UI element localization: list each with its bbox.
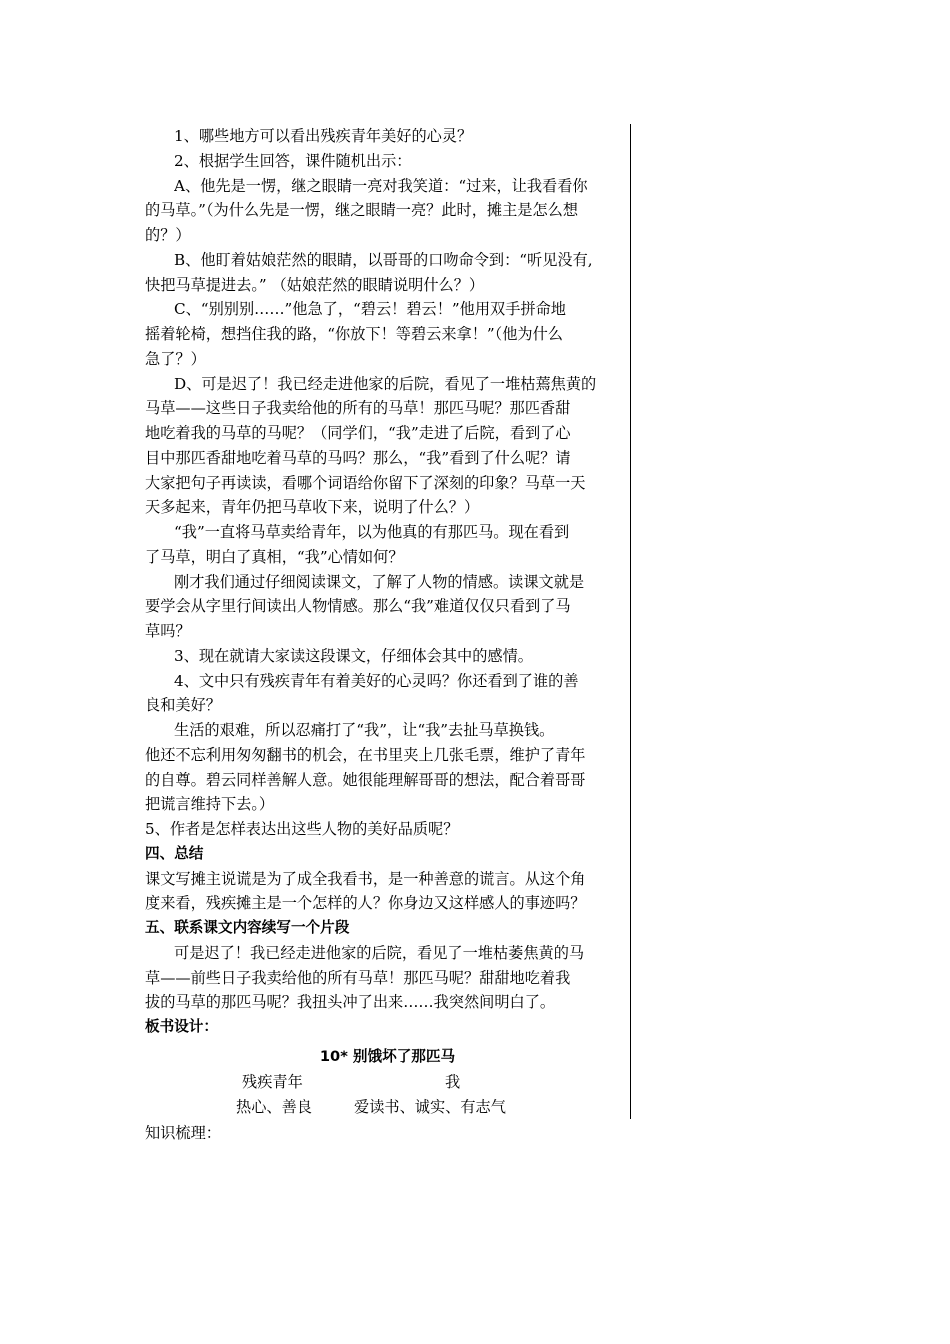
text-line: B、他盯着姑娘茫然的眼睛，以哥哥的口吻命令到：“听见没有,: [174, 251, 593, 269]
board-left-traits: 热心、善良: [236, 1098, 312, 1116]
text-line: 摇着轮椅，想挡住我的路，“你放下！等碧云来拿！”（他为什么: [145, 325, 563, 343]
board-right-traits: 爱读书、诚实、有志气: [354, 1098, 506, 1116]
table-border-right: [630, 124, 631, 1119]
text-line: 良和美好？: [145, 696, 221, 714]
question-1: 1、哪些地方可以看出残疾青年美好的心灵？: [174, 127, 473, 145]
question-4: 4、文中只有残疾青年有着美好的心灵吗？你还看到了谁的善: [174, 672, 579, 690]
question-3: 3、现在就请大家读这段课文，仔细体会其中的感情。: [174, 647, 533, 665]
text-line: 急了？）: [145, 350, 206, 368]
text-line: 要学会从字里行间读出人物情感。那么“我”难道仅仅只看到了马: [145, 597, 571, 615]
text-line: 草吗？: [145, 622, 191, 640]
text-line: 的马草。”（为什么先是一愣，继之眼睛一亮？此时，摊主是怎么想: [145, 201, 579, 219]
section-heading-writing: 五、联系课文内容续写一个片段: [145, 919, 350, 936]
text-line: A、他先是一愣，继之眼睛一亮对我笑道：“过来，让我看看你: [174, 177, 588, 195]
text-line: 了马草，明白了真相，“我”心情如何？: [145, 548, 404, 566]
text-line: 天多起来，青年仍把马草收下来，说明了什么？）: [145, 498, 480, 516]
knowledge-summary-label: 知识梳理：: [145, 1124, 221, 1142]
text-line: 草——前些日子我卖给他的所有马草！那匹马呢？甜甜地吃着我: [145, 969, 571, 987]
text-line: C、“别别别……”他急了，“碧云！碧云！”他用双手拼命地: [174, 300, 566, 318]
text-line: 把谎言维持下去。）: [145, 795, 275, 813]
question-2: 2、根据学生回答，课件随机出示：: [174, 152, 412, 170]
text-line: 地吃着我的马草的马呢？（同学们，“我”走进了后院，看到了心: [145, 424, 571, 442]
board-title: 10* 别饿坏了那匹马: [319, 1048, 456, 1065]
text-line: 可是迟了！我已经走进他家的后院，看见了一堆枯萎焦黄的马: [174, 944, 585, 962]
text-line: 马草——这些日子我卖给他的所有的马草！那匹马呢？那匹香甜: [145, 399, 571, 417]
text-line: 度来看，残疾摊主是一个怎样的人？你身边又这样感人的事迹吗？: [145, 894, 586, 912]
text-line: D、可是迟了！我已经走进他家的后院，看见了一堆枯蔫焦黄的: [174, 375, 597, 393]
text-line: 生活的艰难，所以忍痛打了“我”，让“我”去扯马草换钱。: [174, 721, 555, 739]
board-right-name: 我: [445, 1073, 461, 1091]
text-line: 刚才我们通过仔细阅读课文，了解了人物的情感。读课文就是: [174, 573, 585, 591]
text-line: 快把马草提进去。” （姑娘茫然的眼睛说明什么？）: [145, 276, 485, 294]
text-line: 课文写摊主说谎是为了成全我看书，是一种善意的谎言。从这个角: [145, 870, 586, 888]
text-line: 目中那匹香甜地吃着马草的马吗？那么，“我”看到了什么呢？请: [145, 449, 571, 467]
text-line: 的？）: [145, 226, 191, 244]
text-line: 拔的马草的那匹马呢？我扭头冲了出来……我突然间明白了。: [145, 993, 556, 1011]
question-5: 5、作者是怎样表达出这些人物的美好品质呢？: [145, 820, 459, 838]
board-design-heading: 板书设计：: [145, 1018, 218, 1035]
board-left-name: 残疾青年: [242, 1073, 303, 1091]
text-line: 的自尊。碧云同样善解人意。她很能理解哥哥的想法，配合着哥哥: [145, 771, 586, 789]
text-line: 大家把句子再读读，看哪个词语给你留下了深刻的印象？马草一天: [145, 474, 586, 492]
text-line: 他还不忘利用匆匆翻书的机会，在书里夹上几张毛票，维护了青年: [145, 746, 586, 764]
text-line: “我”一直将马草卖给青年，以为他真的有那匹马。现在看到: [174, 523, 570, 541]
section-heading-summary: 四、总结: [145, 845, 204, 862]
